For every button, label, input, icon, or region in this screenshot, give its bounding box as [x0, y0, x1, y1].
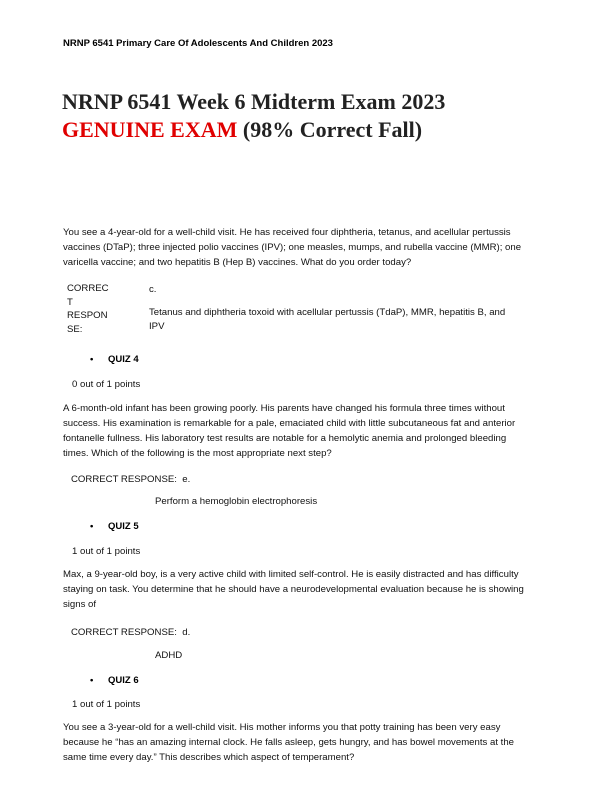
correct-response-label: CORREC T RESPON SE:	[67, 283, 109, 335]
title-line-2	[62, 116, 562, 144]
answer-text: Tetanus and diphtheria toxoid with acellular pertussis (TdaP), MMR, hepatitis B, and IPV	[149, 307, 506, 332]
quiz-5-points: 1 out of 1 points	[72, 546, 141, 557]
quiz-6-points: 1 out of 1 points	[72, 699, 141, 710]
document-title	[62, 88, 562, 144]
quiz-6-question: You see a 3-year-old for a well-child visit. His mother informs you that potty training has been very easy because he “has an amazing internal clock. He falls asleep, gets hungry, and has bowel movements at the same time every day.” This describes which aspect of temperament?	[63, 722, 514, 763]
quiz-5-question: Max, a 9-year-old boy, is a very active child with limited self-control. He is easily distracted and has difficulty staying on task. You determine that he should have a neurodevelopmental evaluation because he is showing signs of	[63, 569, 524, 610]
quiz-4-correct-response: CORRECT RESPONSE: e.	[71, 474, 191, 485]
quiz-4-heading: • QUIZ 4	[90, 354, 139, 365]
bullet-icon: •	[90, 354, 94, 365]
bullet-icon: •	[90, 675, 94, 686]
answer-letter: c.	[149, 284, 157, 295]
quiz-5-correct-response: CORRECT RESPONSE: d.	[71, 627, 191, 638]
question-1-text: You see a 4-year-old for a well-child visit. He has received four diphtheria, tetanus, and acellular pertussis vaccines (DTaP); three injected polio vaccines (IPV); one measles, mumps, and rubella vaccine (MMR); one varicella vaccine; and two hepatitis B (Hep B) vaccines. What do you order today?	[63, 227, 522, 268]
title-rest: (98% Correct Fall)	[237, 117, 423, 142]
bullet-icon: •	[90, 521, 94, 532]
quiz-5-answer: ADHD	[155, 650, 183, 661]
quiz-6-heading: • QUIZ 6	[90, 675, 139, 686]
quiz-4-answer: Perform a hemoglobin electrophoresis	[155, 496, 318, 507]
quiz-4-points: 0 out of 1 points	[72, 379, 141, 390]
title-line-1: NRNP 6541 Week 6 Midterm Exam 2023	[62, 89, 446, 114]
quiz-5-heading: • QUIZ 5	[90, 521, 139, 532]
title-highlight: GENUINE EXAM	[62, 117, 238, 142]
quiz-4-question: A 6-month-old infant has been growing poorly. His parents have changed his formula three times without success. His examination is remarkable for a pale, emaciated child with little subcutaneous fat and anterior fontanelle fullness. His laboratory test results are notable for a hemolytic anemia and prolonged bleeding times. Which of the following is the most appropriate next step?	[63, 403, 516, 459]
running-header: NRNP 6541 Primary Care Of Adolescents And Children 2023	[63, 38, 333, 49]
